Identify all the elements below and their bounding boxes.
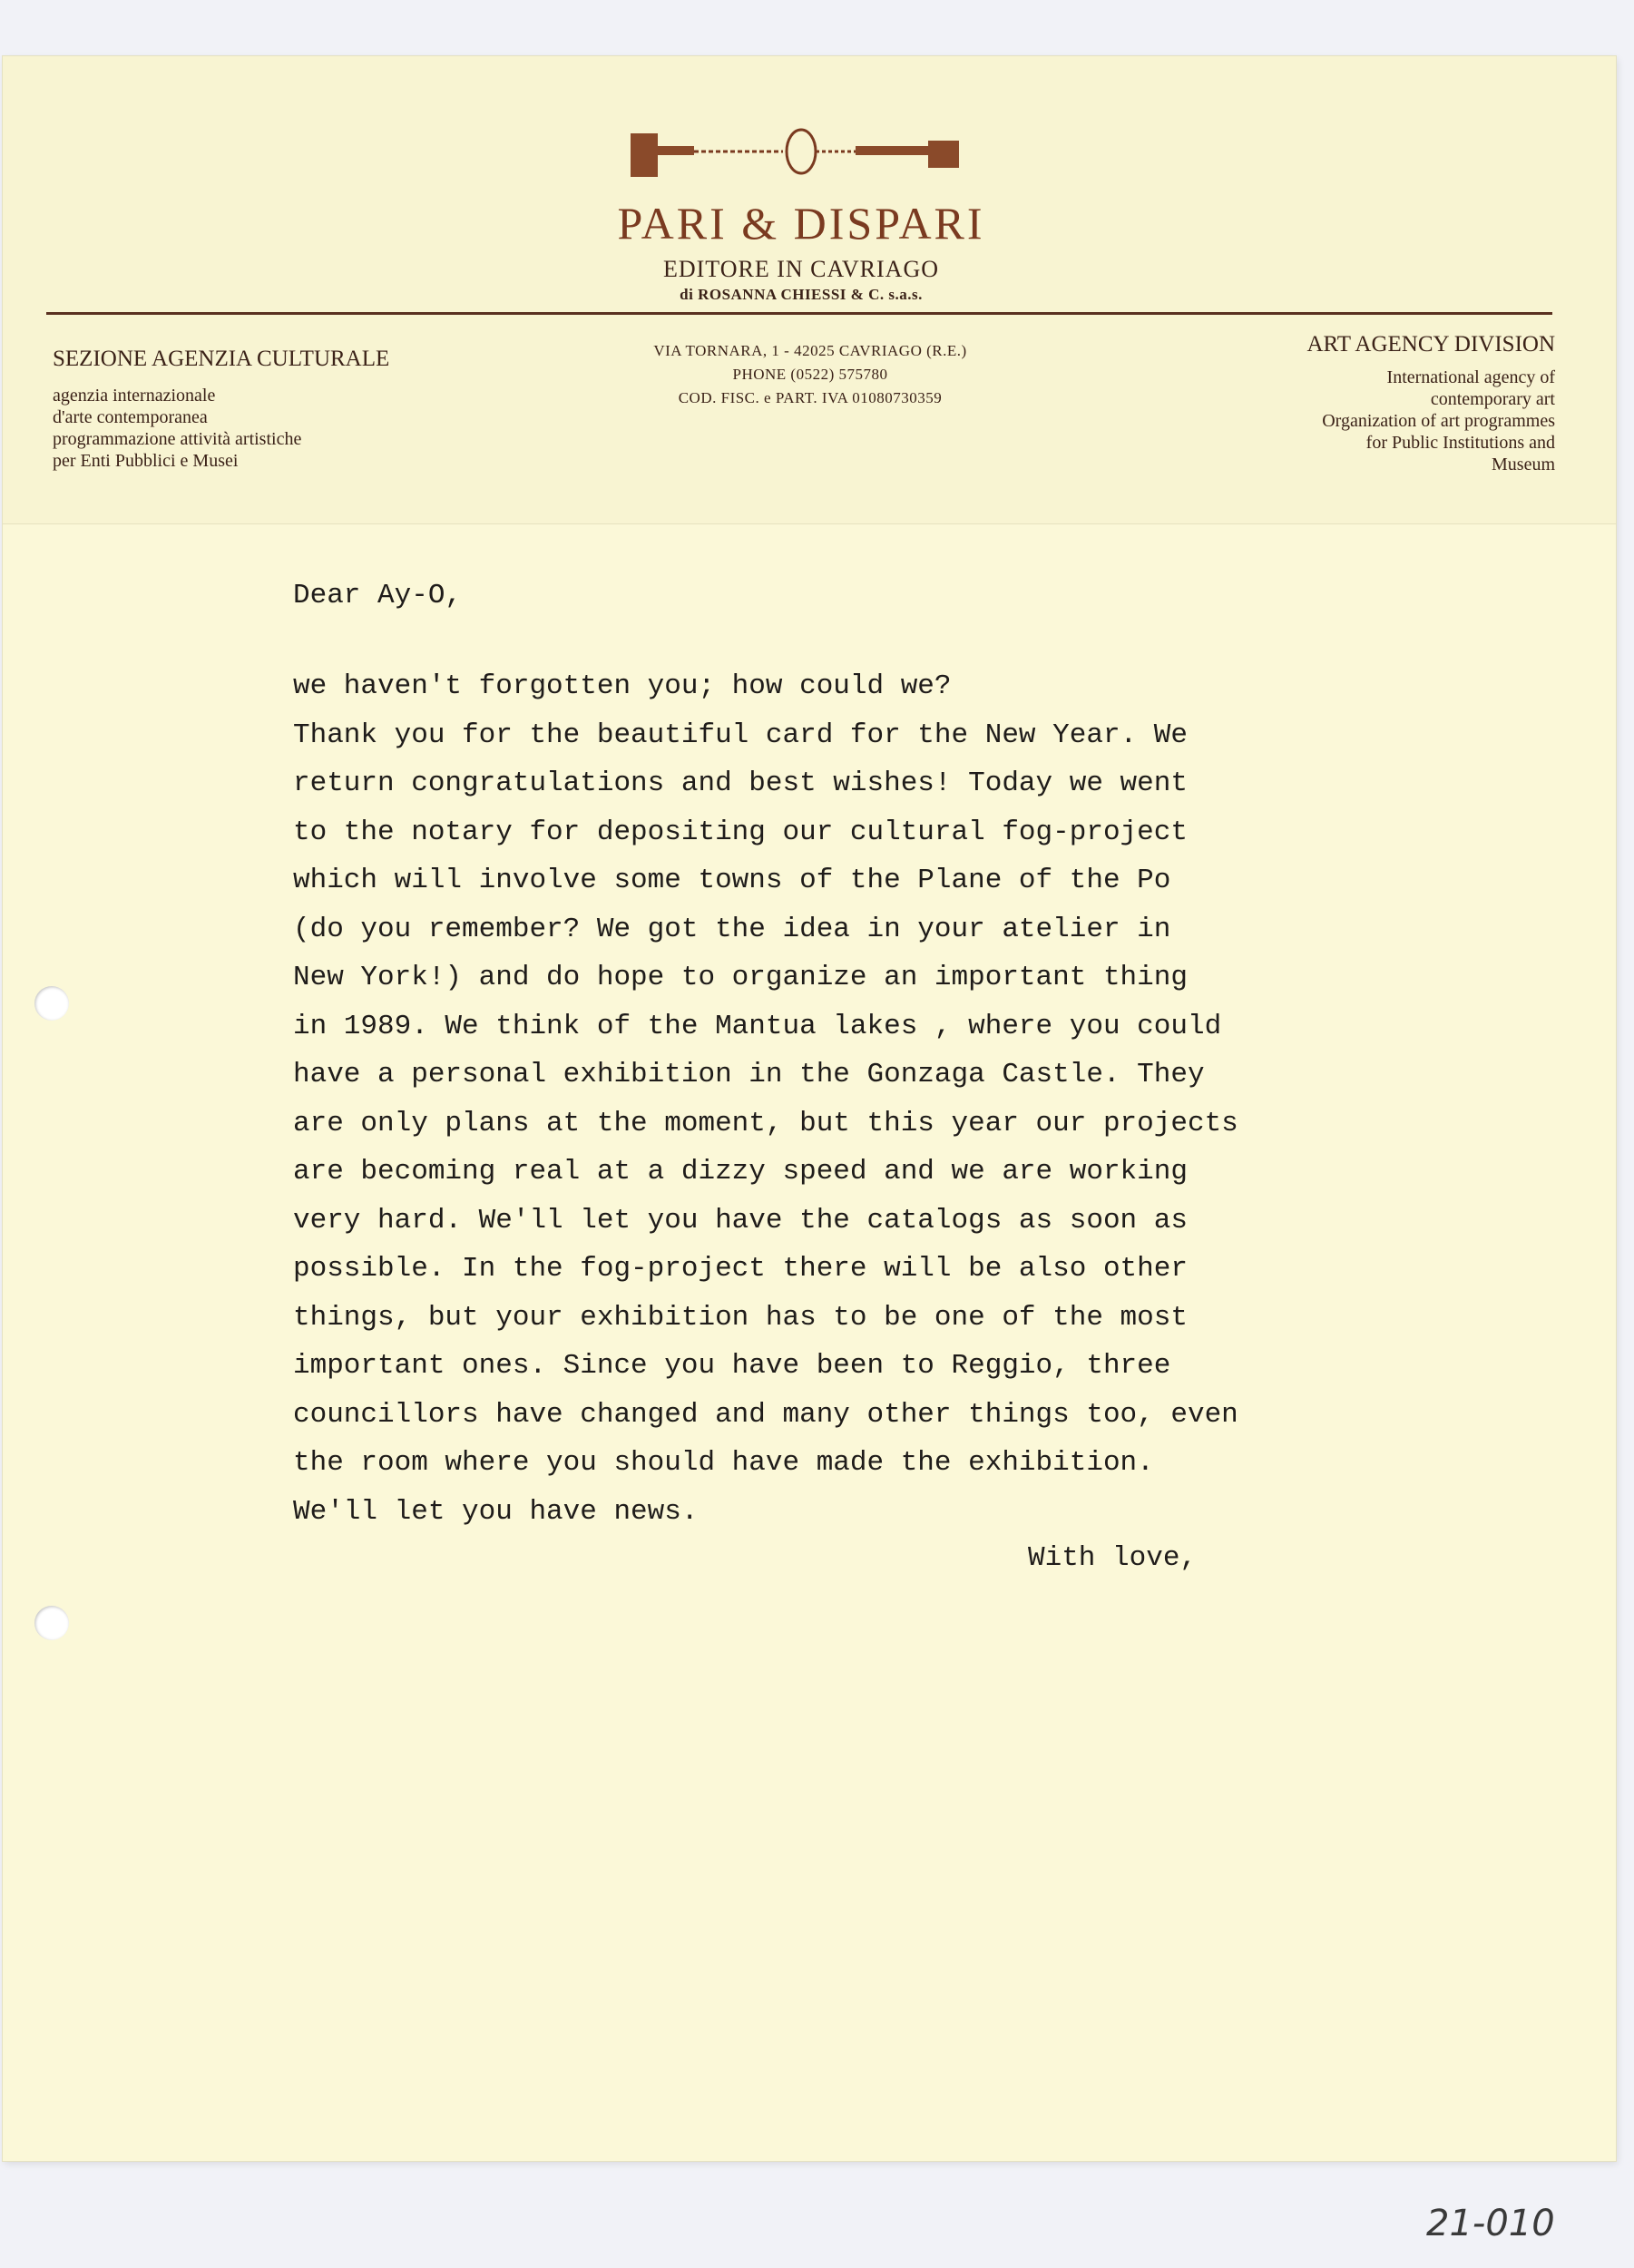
body-line: (do you remember? We got the idea in your atelier in bbox=[293, 913, 1171, 945]
brand-name: PARI & DISPARI bbox=[617, 198, 985, 249]
punch-hole bbox=[34, 986, 69, 1021]
body-line: New York!) and do hope to organize an important thing bbox=[293, 962, 1188, 993]
phone-line: PHONE (0522) 575780 bbox=[732, 366, 888, 383]
body-line: to the notary for depositing our cultural fog-project bbox=[293, 816, 1188, 848]
letterhead bbox=[3, 56, 1616, 524]
address-line: VIA TORNARA, 1 - 42025 CAVRIAGO (R.E.) bbox=[653, 342, 967, 359]
address-block bbox=[574, 339, 1046, 410]
body-line: very hard. We'll let you have the catalogs as soon as bbox=[293, 1204, 1188, 1237]
italian-division-block bbox=[53, 347, 470, 472]
italian-division-line: programmazione attività artistiche bbox=[53, 429, 302, 449]
brand-owner: di ROSANNA CHIESSI & C. s.a.s. bbox=[680, 286, 923, 303]
body-line: which will involve some towns of the Plane of the Po bbox=[293, 865, 1171, 896]
body-line: return congratulations and best wishes! Today we went bbox=[293, 767, 1188, 799]
english-division-line: International agency of bbox=[1386, 367, 1555, 387]
paragraph-gap bbox=[293, 621, 1473, 662]
italian-division-line: per Enti Pubblici e Musei bbox=[53, 451, 239, 471]
body-line: in 1989. We think of the Mantua lakes , where you could bbox=[293, 1010, 1222, 1042]
tax-code-line: COD. FISC. e PART. IVA 01080730359 bbox=[678, 389, 943, 406]
english-division-line: contemporary art bbox=[1430, 389, 1555, 409]
body-line: we haven't forgotten you; how could we? bbox=[293, 670, 952, 702]
body-line: the room where you should have made the exhibition. bbox=[293, 1447, 1154, 1479]
english-division-line: Museum bbox=[1492, 455, 1555, 474]
body-line: things, but your exhibition has to be one of the most bbox=[293, 1301, 1188, 1334]
english-division-block bbox=[1138, 332, 1555, 475]
letter-sheet bbox=[3, 56, 1616, 2161]
letter-body bbox=[293, 572, 1473, 1581]
body-line: Thank you for the beautiful card for the New Year. We bbox=[293, 719, 1188, 751]
brand-subtitle: EDITORE IN CAVRIAGO bbox=[662, 256, 940, 282]
body-line: are only plans at the moment, but this year our projects bbox=[293, 1107, 1238, 1139]
body-line: possible. In the fog-project there will be also other bbox=[293, 1253, 1188, 1285]
italian-division-line: agenzia internazionale bbox=[53, 386, 216, 406]
header-rule bbox=[46, 312, 1552, 315]
salutation: Dear Ay-O, bbox=[293, 580, 463, 611]
body-line: important ones. Since you have been to Reggio, three bbox=[293, 1350, 1171, 1382]
italian-division-line: d'arte contemporanea bbox=[53, 407, 208, 427]
key-logo-icon bbox=[629, 124, 974, 188]
archive-reference: 21-010 bbox=[1426, 2203, 1555, 2244]
body-line: have a personal exhibition in the Gonzaga Castle. They bbox=[293, 1059, 1205, 1090]
body-line: are becoming real at a dizzy speed and we are working bbox=[293, 1156, 1188, 1188]
english-division-line: Organization of art programmes bbox=[1322, 411, 1555, 431]
body-line: councillors have changed and many other things too, even bbox=[293, 1398, 1238, 1431]
english-division-line: for Public Institutions and bbox=[1365, 433, 1555, 453]
closing: With love, bbox=[1028, 1542, 1198, 1574]
italian-division-heading: SEZIONE AGENZIA CULTURALE bbox=[53, 347, 390, 371]
body-line: We'll let you have news. bbox=[293, 1495, 699, 1528]
punch-hole bbox=[34, 1606, 69, 1640]
english-division-heading: ART AGENCY DIVISION bbox=[1306, 332, 1555, 357]
